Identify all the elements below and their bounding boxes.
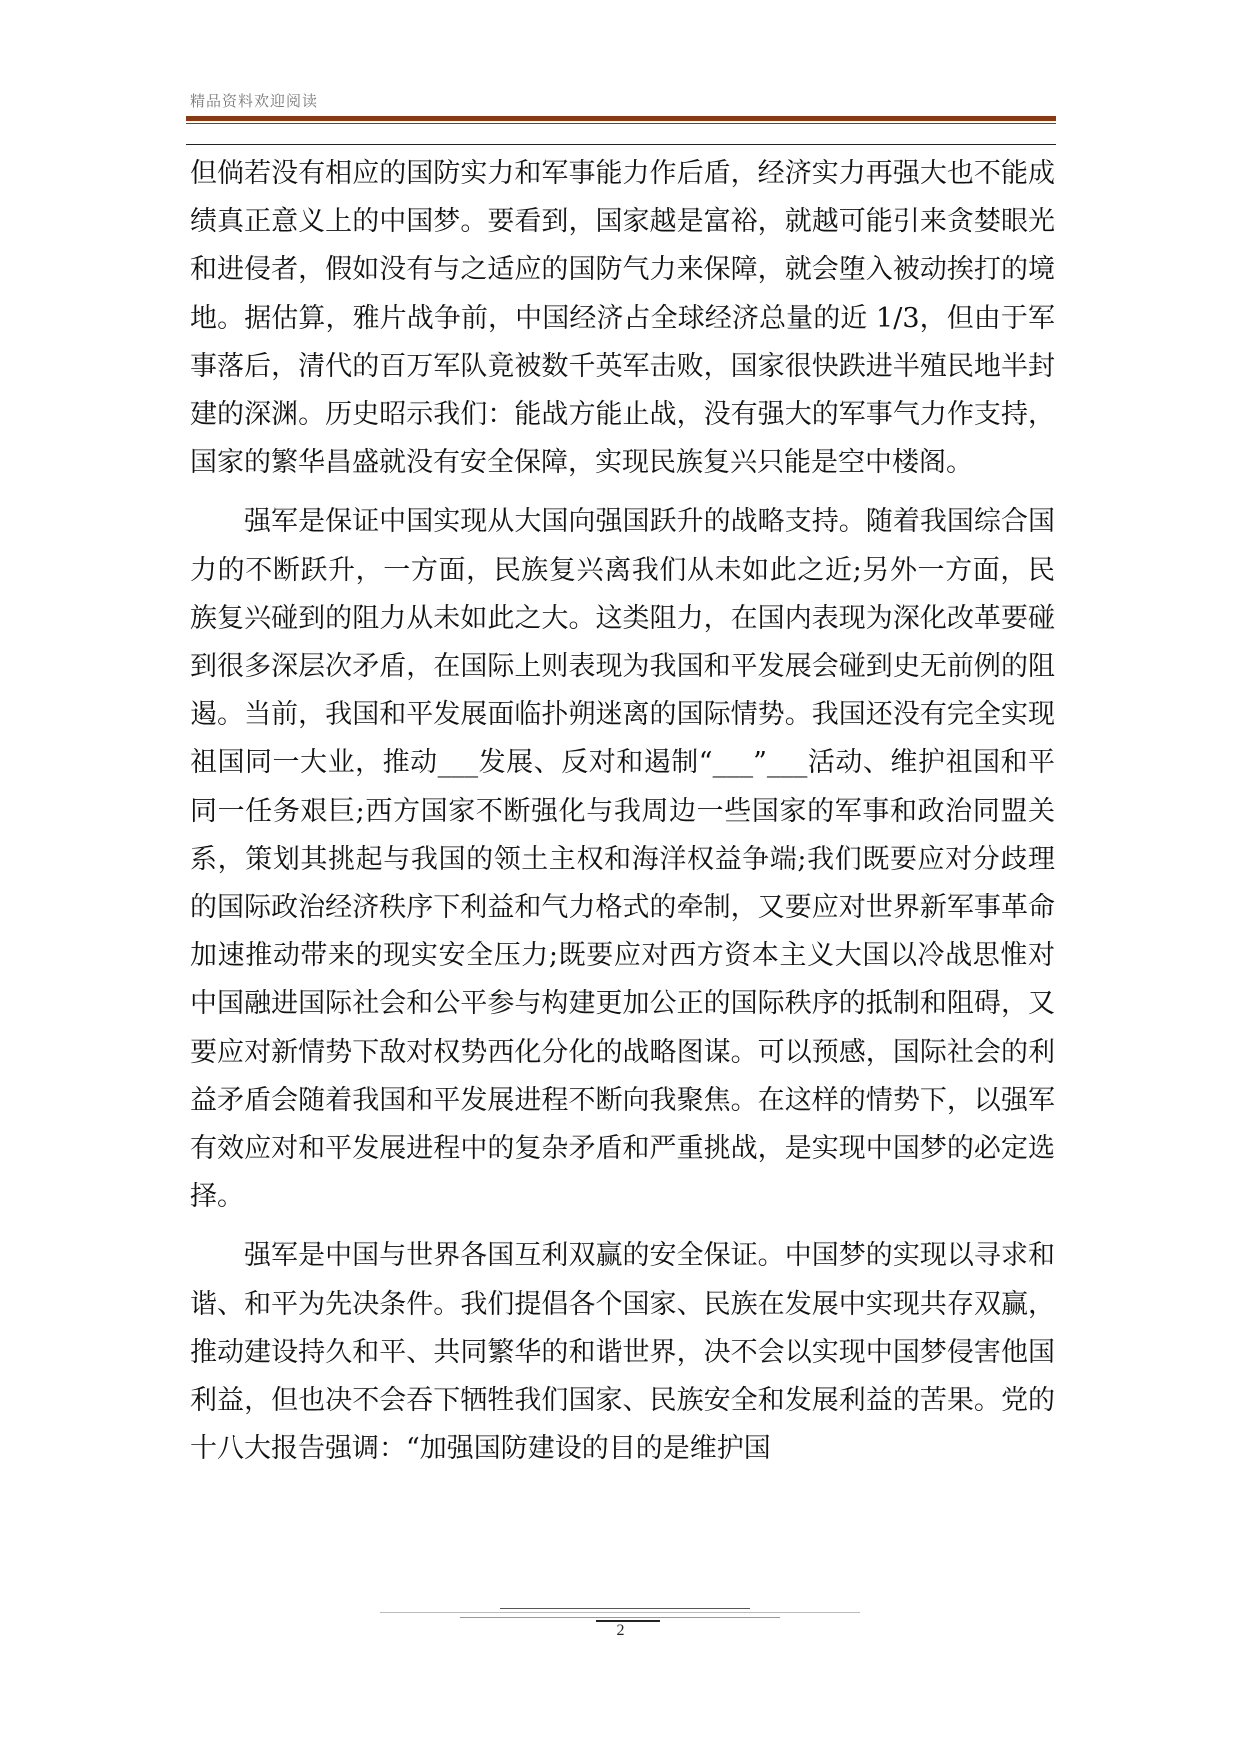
- paragraph-3: 强军是中国与世界各国互利双赢的安全保证。中国梦的实现以寻求和谐、和平为先决条件。我们提倡各个国家、民族在发展中实现共存双赢，推动建设持久和平、共同繁华的和谐世界，决不会以实现中国梦侵害他国利益，但也决不会吞下牺牲我们国家、民族安全和发展利益的苦果。党的十八大报告强调：“加强国防建设的目的是维护国: [190, 1240, 1055, 1465]
- header-rule-thin: [186, 123, 1056, 124]
- paragraph-2: 强军是保证中国实现从大国向强国跃升的战略支持。随着我国综合国力的不断跃升，一方面，民族复兴离我们从未如此之近;另外一方面，民族复兴碰到的阻力从未如此之大。这类阻力，在国内表现为深化改革要碰到很多深层次矛盾，在国际上则表现为我国和平发展会碰到史无前例的阻遏。当前，我国和平发展面临扑朔迷离的国际情势。我国还没有完全实现祖国同一大业，推动___发展、反对和遏制“___”___活动、维护祖国和平同一任务艰巨;西方国家不断强化与我周边一些国家的军事和政治同盟关系，策划其挑起与我国的领土主权和海洋权益争端;我们既要应对分歧理的国际政治经济秩序下利益和气力格式的牵制，又要应对世界新军事革命加速推动带来的现实安全压力;既要应对西方资本主义大国以冷战思惟对中国融进国际社会和公平参与构建更加公正的国际秩序的抵制和阻碍，又要应对新情势下敌对权势西化分化的战略图谋。可以预感，国际社会的利益矛盾会随着我国和平发展进程不断向我聚焦。在这样的情势下，以强军有效应对和平发展进程中的复杂矛盾和严重挑战，是实现中国梦的必定选择。: [190, 506, 1055, 1213]
- paragraph-1: 但倘若没有相应的国防实力和军事能力作后盾，经济实力再强大也不能成绩真正意义上的中国梦。要看到，国家越是富裕，就越可能引来贪婪眼光和进侵者，假如没有与之适应的国防气力来保障，就会堕入被动挨打的境地。据估算，雅片战争前，中国经济占全球经济总量的近 1/3，但由于军事落后，清代的百万军队竟被数千英军击败，国家很快跌进半殖民地半封建的深渊。历史昭示我们：能战方能止战，没有强大的军事气力作支持，国家的繁华昌盛就没有安全保障，实现民族复兴只能是空中楼阁。: [190, 158, 1055, 479]
- footer-rule: [500, 1608, 750, 1609]
- page-number: 2: [616, 1622, 625, 1639]
- header-rule-dark: [186, 144, 1056, 145]
- header-rule-thick: [186, 116, 1056, 121]
- header-label: 精品资料欢迎阅读: [190, 92, 319, 110]
- document-body: [190, 150, 1055, 1473]
- footer-rule-light: [380, 1612, 860, 1613]
- footer-rule-mid: [460, 1617, 780, 1618]
